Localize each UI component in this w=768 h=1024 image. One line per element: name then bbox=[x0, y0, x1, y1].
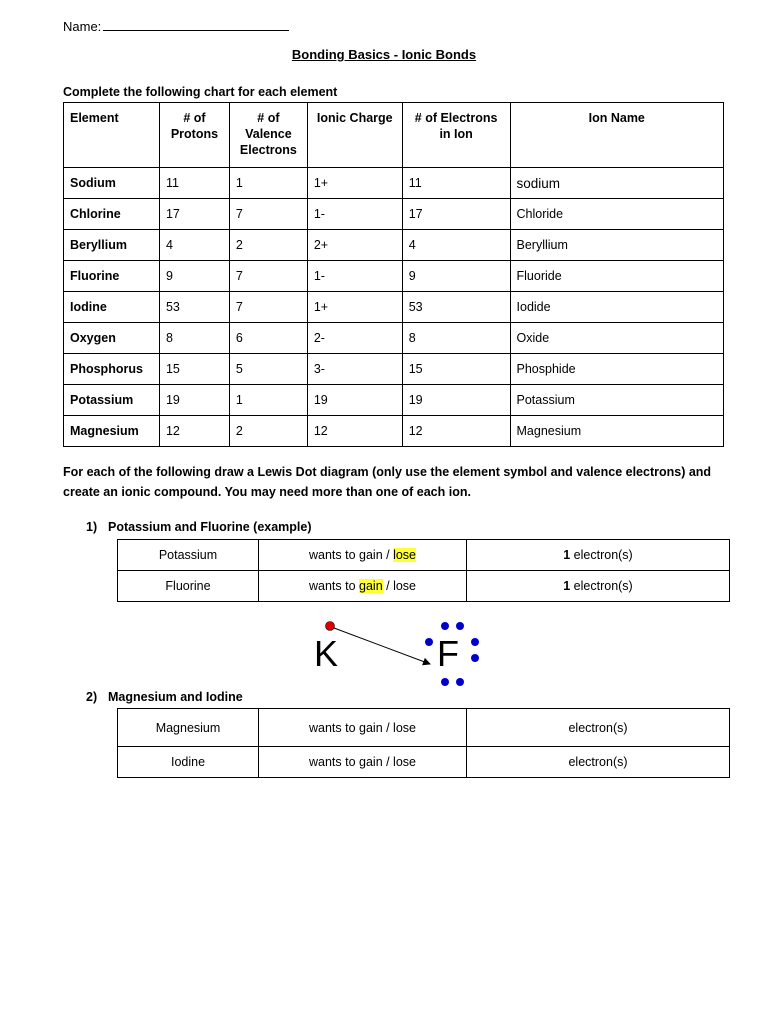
table-row bbox=[64, 199, 724, 230]
ion-name-cell: Iodide bbox=[510, 292, 723, 323]
chart-header-row bbox=[64, 103, 724, 168]
valence-cell: 1 bbox=[229, 385, 307, 416]
element-chart bbox=[63, 102, 724, 447]
name-field bbox=[63, 19, 289, 34]
element-cell: Magnesium bbox=[64, 416, 160, 447]
table-row bbox=[118, 709, 730, 747]
ion-name-cell: Oxide bbox=[510, 323, 723, 354]
valence-cell: 6 bbox=[229, 323, 307, 354]
table-row bbox=[118, 540, 730, 571]
column-header-electrons: # of Electrons in Ion bbox=[402, 103, 510, 168]
electron-unit: electron(s) bbox=[570, 579, 633, 593]
valence-cell: 7 bbox=[229, 292, 307, 323]
column-header-ion-name: Ion Name bbox=[510, 103, 723, 168]
potassium-valence-dot bbox=[326, 622, 335, 631]
table-row bbox=[64, 168, 724, 199]
ion-name-cell: Potassium bbox=[510, 385, 723, 416]
electron-count: 1 bbox=[563, 548, 571, 562]
ion-name-cell: Beryllium bbox=[510, 230, 723, 261]
charge-cell: 2+ bbox=[307, 230, 402, 261]
electrons-cell: 12 bbox=[402, 416, 510, 447]
fluorine-valence-dot bbox=[425, 638, 433, 646]
gain-lose-cell[interactable]: wants to gain / lose bbox=[259, 747, 467, 778]
ion-name-cell: Fluoride bbox=[510, 261, 723, 292]
protons-cell: 9 bbox=[159, 261, 229, 292]
element-cell: Fluorine bbox=[118, 571, 259, 602]
ion-name-cell: Chloride bbox=[510, 199, 723, 230]
table-row bbox=[64, 292, 724, 323]
ion-name-cell: Magnesium bbox=[510, 416, 723, 447]
fluorine-valence-dot bbox=[456, 678, 464, 686]
electrons-cell: 4 bbox=[402, 230, 510, 261]
electrons-cell: 11 bbox=[402, 168, 510, 199]
gain-lose-cell[interactable] bbox=[259, 540, 467, 571]
question-2-table bbox=[117, 708, 730, 778]
electrons-cell: 53 bbox=[402, 292, 510, 323]
protons-cell: 17 bbox=[159, 199, 229, 230]
table-row bbox=[64, 354, 724, 385]
highlighted-choice: gain bbox=[359, 579, 383, 593]
electron-count: 1 bbox=[563, 579, 571, 593]
ion-name-cell: sodium bbox=[510, 168, 723, 199]
charge-cell: 1+ bbox=[307, 168, 402, 199]
electron-count-cell[interactable] bbox=[467, 540, 730, 571]
element-cell: Beryllium bbox=[64, 230, 160, 261]
column-header-charge: Ionic Charge bbox=[307, 103, 402, 168]
protons-cell: 15 bbox=[159, 354, 229, 385]
charge-cell: 3- bbox=[307, 354, 402, 385]
table-row bbox=[64, 323, 724, 354]
charge-cell: 19 bbox=[307, 385, 402, 416]
element-cell: Sodium bbox=[64, 168, 160, 199]
gain-lose-cell[interactable] bbox=[259, 571, 467, 602]
protons-cell: 4 bbox=[159, 230, 229, 261]
table-row bbox=[64, 261, 724, 292]
table-row bbox=[118, 747, 730, 778]
name-blank-line[interactable] bbox=[103, 19, 289, 31]
gain-lose-text: wants to bbox=[308, 579, 360, 593]
valence-cell: 7 bbox=[229, 261, 307, 292]
table-row bbox=[118, 571, 730, 602]
electrons-cell: 8 bbox=[402, 323, 510, 354]
fluorine-valence-dot bbox=[456, 622, 464, 630]
protons-cell: 19 bbox=[159, 385, 229, 416]
gain-lose-text: wants to gain / bbox=[308, 548, 394, 562]
table-row bbox=[64, 416, 724, 447]
electrons-cell: 15 bbox=[402, 354, 510, 385]
name-label: Name: bbox=[63, 19, 102, 34]
valence-cell: 7 bbox=[229, 199, 307, 230]
electron-count-cell[interactable]: electron(s) bbox=[467, 709, 730, 747]
valence-cell: 2 bbox=[229, 416, 307, 447]
valence-cell: 5 bbox=[229, 354, 307, 385]
element-cell: Phosphorus bbox=[64, 354, 160, 385]
fluorine-valence-dot bbox=[471, 654, 479, 662]
valence-cell: 1 bbox=[229, 168, 307, 199]
protons-cell: 12 bbox=[159, 416, 229, 447]
electron-transfer-arrow bbox=[334, 628, 430, 664]
protons-cell: 53 bbox=[159, 292, 229, 323]
table-row bbox=[64, 230, 724, 261]
question-1-title: Potassium and Fluorine (example) bbox=[108, 520, 312, 534]
question-1-heading bbox=[86, 520, 312, 534]
fluorine-valence-dot bbox=[471, 638, 479, 646]
protons-cell: 11 bbox=[159, 168, 229, 199]
electrons-cell: 17 bbox=[402, 199, 510, 230]
lewis-instruction: For each of the following draw a Lewis Dot diagram (only use the element symbol and valence electrons) and create an ionic compound. You may need more than one of each ion. bbox=[63, 465, 712, 499]
question-2-title: Magnesium and Iodine bbox=[108, 690, 243, 704]
fluorine-valence-dot bbox=[441, 678, 449, 686]
electron-unit: electron(s) bbox=[570, 548, 633, 562]
element-cell: Fluorine bbox=[64, 261, 160, 292]
page-title: Bonding Basics - Ionic Bonds bbox=[291, 47, 477, 62]
potassium-symbol: K bbox=[314, 633, 339, 674]
gain-lose-text: / lose bbox=[382, 579, 417, 593]
electron-count-cell[interactable]: electron(s) bbox=[467, 747, 730, 778]
highlighted-choice: lose bbox=[393, 548, 416, 562]
charge-cell: 1- bbox=[307, 261, 402, 292]
question-2-number: 2) bbox=[86, 690, 98, 704]
electrons-cell: 19 bbox=[402, 385, 510, 416]
charge-cell: 12 bbox=[307, 416, 402, 447]
charge-cell: 1- bbox=[307, 199, 402, 230]
ion-name-cell: Phosphide bbox=[510, 354, 723, 385]
valence-cell: 2 bbox=[229, 230, 307, 261]
element-cell: Chlorine bbox=[64, 199, 160, 230]
column-header-protons: # of Protons bbox=[159, 103, 229, 168]
question-1-number: 1) bbox=[86, 520, 98, 534]
element-cell: Potassium bbox=[118, 540, 259, 571]
gain-lose-cell[interactable]: wants to gain / lose bbox=[259, 709, 467, 747]
protons-cell: 8 bbox=[159, 323, 229, 354]
electron-count-cell[interactable] bbox=[467, 571, 730, 602]
element-cell: Iodine bbox=[118, 747, 259, 778]
charge-cell: 2- bbox=[307, 323, 402, 354]
chart-instruction: Complete the following chart for each element bbox=[63, 85, 338, 99]
element-cell: Potassium bbox=[64, 385, 160, 416]
question-2-heading bbox=[86, 690, 243, 704]
fluorine-valence-dot bbox=[441, 622, 449, 630]
electrons-cell: 9 bbox=[402, 261, 510, 292]
column-header-valence: # of Valence Electrons bbox=[229, 103, 307, 168]
element-cell: Magnesium bbox=[118, 709, 259, 747]
element-cell: Oxygen bbox=[64, 323, 160, 354]
question-1-table bbox=[117, 539, 730, 602]
element-cell: Iodine bbox=[64, 292, 160, 323]
lewis-dot-diagram bbox=[300, 612, 500, 692]
column-header-element: Element bbox=[64, 103, 160, 168]
fluorine-symbol: F bbox=[437, 633, 459, 674]
charge-cell: 1+ bbox=[307, 292, 402, 323]
table-row bbox=[64, 385, 724, 416]
